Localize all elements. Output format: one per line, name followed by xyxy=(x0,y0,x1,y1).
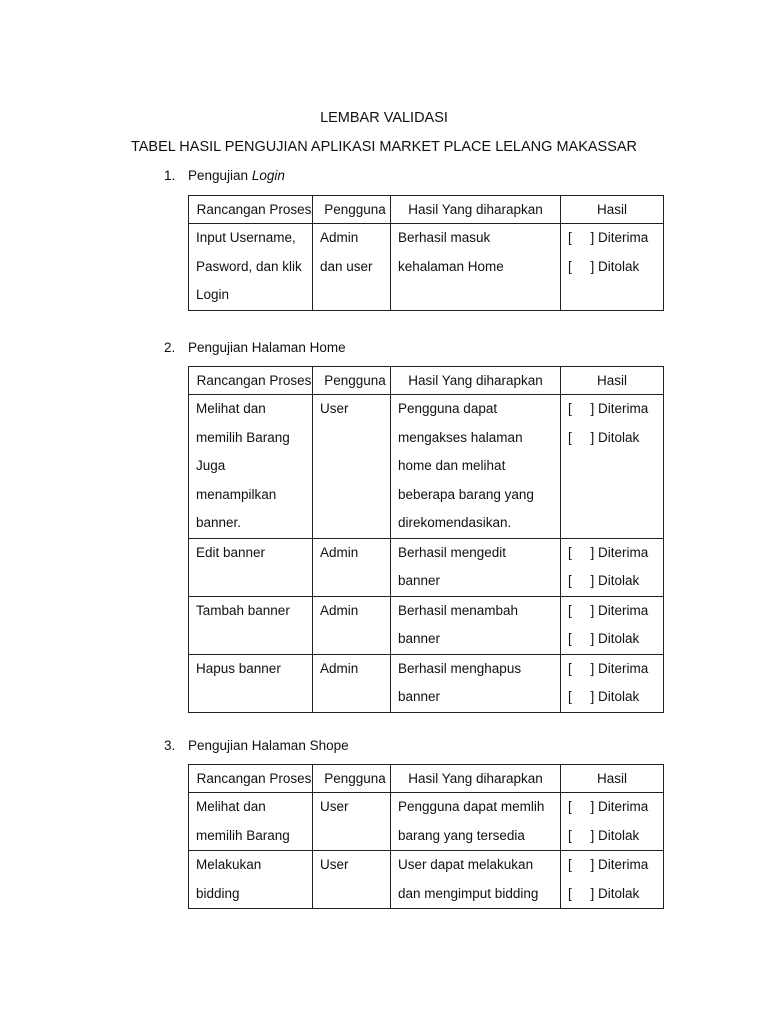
cell-text: Hapus banner xyxy=(196,660,281,676)
col-header-hasil: Hasil xyxy=(561,196,664,224)
cell-hasil xyxy=(561,596,664,654)
cell-harapan xyxy=(391,538,561,596)
cell-harapan xyxy=(391,596,561,654)
cell-hasil xyxy=(561,654,664,712)
cell-text: home dan melihat xyxy=(398,458,506,473)
cell-text: banner xyxy=(398,689,441,704)
result-option-ditolak[interactable]: [ ] Ditolak xyxy=(568,827,640,843)
result-option-ditolak[interactable]: [ ] Ditolak xyxy=(568,631,640,646)
cell-text: Berhasil menghapus xyxy=(398,660,522,676)
cell-hasil xyxy=(561,851,664,909)
result-option-diterima[interactable]: [ ] Diterima xyxy=(568,857,649,872)
section-label: Pengujian Halaman Home xyxy=(188,340,346,355)
cell-text: Berhasil masuk xyxy=(398,230,491,245)
cell-text: barang yang tersedia xyxy=(398,827,525,843)
cell-harapan xyxy=(391,395,561,539)
cell-pengguna xyxy=(313,596,391,654)
cell-text: banner xyxy=(398,631,441,646)
section-number: 1. xyxy=(164,168,176,183)
cell-text: Admin xyxy=(320,602,359,618)
result-option-diterima[interactable]: [ ] Diterima xyxy=(568,544,649,560)
cell-proses xyxy=(189,538,313,596)
col-header-proses: Rancangan Proses xyxy=(189,765,313,793)
cell-text: direkomendasikan. xyxy=(398,515,512,530)
result-option-diterima[interactable]: [ ] Diterima xyxy=(568,799,649,814)
table-row xyxy=(189,654,664,712)
cell-text: Admin xyxy=(320,660,359,676)
col-header-harapan: Hasil Yang diharapkan xyxy=(391,367,561,395)
cell-text: dan mengimput bidding xyxy=(398,885,539,901)
cell-proses xyxy=(189,395,313,539)
cell-hasil xyxy=(561,224,664,311)
cell-text: Pasword, dan klik xyxy=(196,258,302,274)
cell-text: Pengguna dapat memlih xyxy=(398,799,545,814)
table-row xyxy=(189,596,664,654)
table-row xyxy=(189,224,664,311)
cell-text: dan user xyxy=(320,258,373,274)
cell-harapan xyxy=(391,851,561,909)
cell-text: Admin xyxy=(320,230,359,245)
section-number: 3. xyxy=(164,738,176,753)
cell-pengguna xyxy=(313,654,391,712)
result-option-ditolak[interactable]: [ ] Ditolak xyxy=(568,258,640,274)
cell-text: Melihat dan xyxy=(196,799,266,814)
cell-text: banner xyxy=(398,573,441,588)
cell-pengguna xyxy=(313,793,391,851)
cell-text: Pengguna dapat xyxy=(398,401,498,416)
col-header-pengguna: Pengguna xyxy=(313,196,391,224)
section-heading-home xyxy=(164,340,346,355)
result-option-diterima[interactable]: [ ] Diterima xyxy=(568,602,649,618)
cell-text: memilih Barang xyxy=(196,827,290,843)
section-number: 2. xyxy=(164,340,176,355)
cell-text: Berhasil mengedit xyxy=(398,544,507,560)
col-header-harapan: Hasil Yang diharapkan xyxy=(391,765,561,793)
cell-text: kehalaman Home xyxy=(398,258,504,274)
cell-text: Juga xyxy=(196,458,226,473)
table-row xyxy=(189,793,664,851)
cell-harapan xyxy=(391,654,561,712)
cell-hasil xyxy=(561,395,664,539)
cell-text: Tambah banner xyxy=(196,602,290,618)
col-header-harapan: Hasil Yang diharapkan xyxy=(391,196,561,224)
cell-pengguna xyxy=(313,395,391,539)
cell-text: Edit banner xyxy=(196,544,266,560)
cell-text: bidding xyxy=(196,885,240,901)
cell-text: User xyxy=(320,857,349,872)
cell-text: menampilkan xyxy=(196,486,277,502)
section-label-italic: Login xyxy=(251,168,285,183)
cell-proses xyxy=(189,224,313,311)
test-table-login xyxy=(188,195,664,311)
cell-proses xyxy=(189,851,313,909)
result-option-ditolak[interactable]: [ ] Ditolak xyxy=(568,689,640,704)
result-option-diterima[interactable]: [ ] Diterima xyxy=(568,401,649,416)
section-heading-login xyxy=(164,168,285,183)
result-option-ditolak[interactable]: [ ] Ditolak xyxy=(568,573,640,588)
table-row xyxy=(189,395,664,539)
cell-text: User xyxy=(320,401,349,416)
cell-text: Berhasil menambah xyxy=(398,602,519,618)
cell-hasil xyxy=(561,538,664,596)
cell-text: banner. xyxy=(196,515,242,530)
cell-text: memilih Barang xyxy=(196,429,290,445)
cell-pengguna xyxy=(313,538,391,596)
cell-text: User xyxy=(320,799,349,814)
col-header-hasil: Hasil xyxy=(561,367,664,395)
result-option-ditolak[interactable]: [ ] Ditolak xyxy=(568,885,640,901)
result-option-ditolak[interactable]: [ ] Ditolak xyxy=(568,429,640,445)
col-header-pengguna: Pengguna xyxy=(313,367,391,395)
cell-hasil xyxy=(561,793,664,851)
table-row xyxy=(189,538,664,596)
col-header-hasil: Hasil xyxy=(561,765,664,793)
col-header-pengguna: Pengguna xyxy=(313,765,391,793)
section-label: Pengujian xyxy=(188,168,252,183)
section-heading-shope xyxy=(164,738,349,753)
cell-text: Login xyxy=(196,287,230,302)
cell-text: beberapa barang yang xyxy=(398,486,534,502)
page-subtitle: TABEL HASIL PENGUJIAN APLIKASI MARKET PLACE LELANG MAKASSAR xyxy=(130,139,638,155)
cell-pengguna xyxy=(313,224,391,311)
table-row xyxy=(189,851,664,909)
page-title: LEMBAR VALIDASI xyxy=(320,110,448,126)
cell-pengguna xyxy=(313,851,391,909)
section-label: Pengujian Halaman Shope xyxy=(188,738,349,753)
cell-text: Melihat dan xyxy=(196,401,266,416)
col-header-proses: Rancangan Proses xyxy=(189,196,313,224)
cell-text: Melakukan xyxy=(196,857,262,872)
cell-text: Input Username, xyxy=(196,230,296,245)
cell-text: Admin xyxy=(320,544,359,560)
cell-proses xyxy=(189,654,313,712)
cell-harapan xyxy=(391,793,561,851)
result-option-diterima[interactable]: [ ] Diterima xyxy=(568,660,649,676)
cell-proses xyxy=(189,793,313,851)
col-header-proses: Rancangan Proses xyxy=(189,367,313,395)
cell-harapan xyxy=(391,224,561,311)
test-table-shope xyxy=(188,764,664,909)
cell-proses xyxy=(189,596,313,654)
cell-text: User dapat melakukan xyxy=(398,857,534,872)
test-table-home xyxy=(188,366,664,713)
cell-text: mengakses halaman xyxy=(398,429,523,445)
result-option-diterima[interactable]: [ ] Diterima xyxy=(568,230,649,245)
